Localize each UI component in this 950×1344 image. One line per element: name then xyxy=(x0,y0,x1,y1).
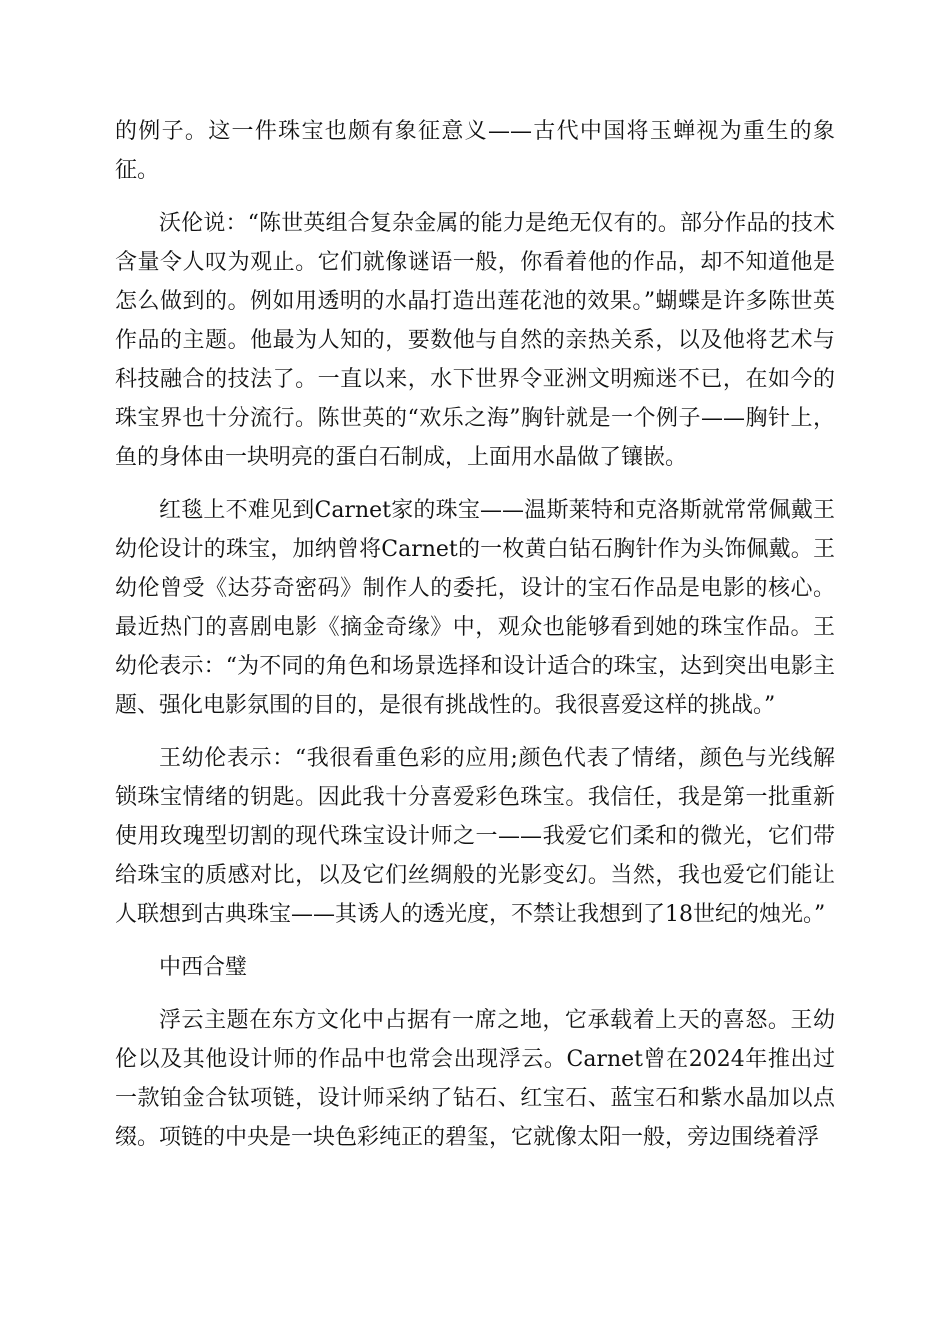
document-page xyxy=(115,112,835,1171)
paragraph-red-carpet: 红毯上不难见到Carnet家的珠宝——温斯莱特和克洛斯就常常佩戴王幼伦设计的珠宝，加纳曾将Carnet的一枚黄白钻石胸针作为头饰佩戴。王幼伦曾受《达芬奇密码》制作人的委托，设计的宝石作品是电影的核心。最近热门的喜剧电影《摘金奇缘》中，观众也能够看到她的珠宝作品。王幼伦表示：“为不同的角色和场景选择和设计适合的珠宝，达到突出电影主题、强化电影氛围的目的，是很有挑战性的。我很喜爱这样的挑战。” xyxy=(115,498,835,718)
paragraph-warren-quote: 沃伦说：“陈世英组合复杂金属的能力是绝无仅有的。部分作品的技术含量令人叹为观止。它们就像谜语一般，你看着他的作品，却不知道他是怎么做到的。例如用透明的水晶打造出莲花池的效果。”蝴蝶是许多陈世英作品的主题。他最为人知的，要数他与自然的亲热关系，以及他将艺术与科技融合的技法了。一直以来，水下世界令亚洲文明痴迷不已，在如今的珠宝界也十分流行。陈世英的“欢乐之海”胸针就是一个例子——胸针上，鱼的身体由一块明亮的蛋白石制成，上面用水晶做了镶嵌。 xyxy=(115,211,835,470)
section-heading: 中西合璧 xyxy=(159,955,248,980)
paragraph-clouds: 浮云主题在东方文化中占据有一席之地，它承载着上天的喜怒。王幼伦以及其他设计师的作品中也常会出现浮云。Carnet曾在2024年推出过一款铂金合钛项链，设计师采纳了钻石、红宝石、蓝宝石和紫水晶加以点缀。项链的中央是一块色彩纯正的碧玺，它就像太阳一般，旁边围绕着浮 xyxy=(115,1008,835,1150)
paragraph-color-quote: 王幼伦表示：“我很看重色彩的应用;颜色代表了情绪，颜色与光线解锁珠宝情绪的钥匙。因此我十分喜爱彩色珠宝。我信任，我是第一批重新使用玫瑰型切割的现代珠宝设计师之一——我爱它们柔和的微光，它们带给珠宝的质感对比，以及它们丝绸般的光影变幻。当然，我也爱它们能让人联想到古典珠宝——其诱人的透光度，不禁让我想到了18世纪的烛光。” xyxy=(115,746,835,927)
paragraph-continuation: 的例子。这一件珠宝也颇有象征意义——古代中国将玉蝉视为重生的象征。 xyxy=(115,119,835,183)
